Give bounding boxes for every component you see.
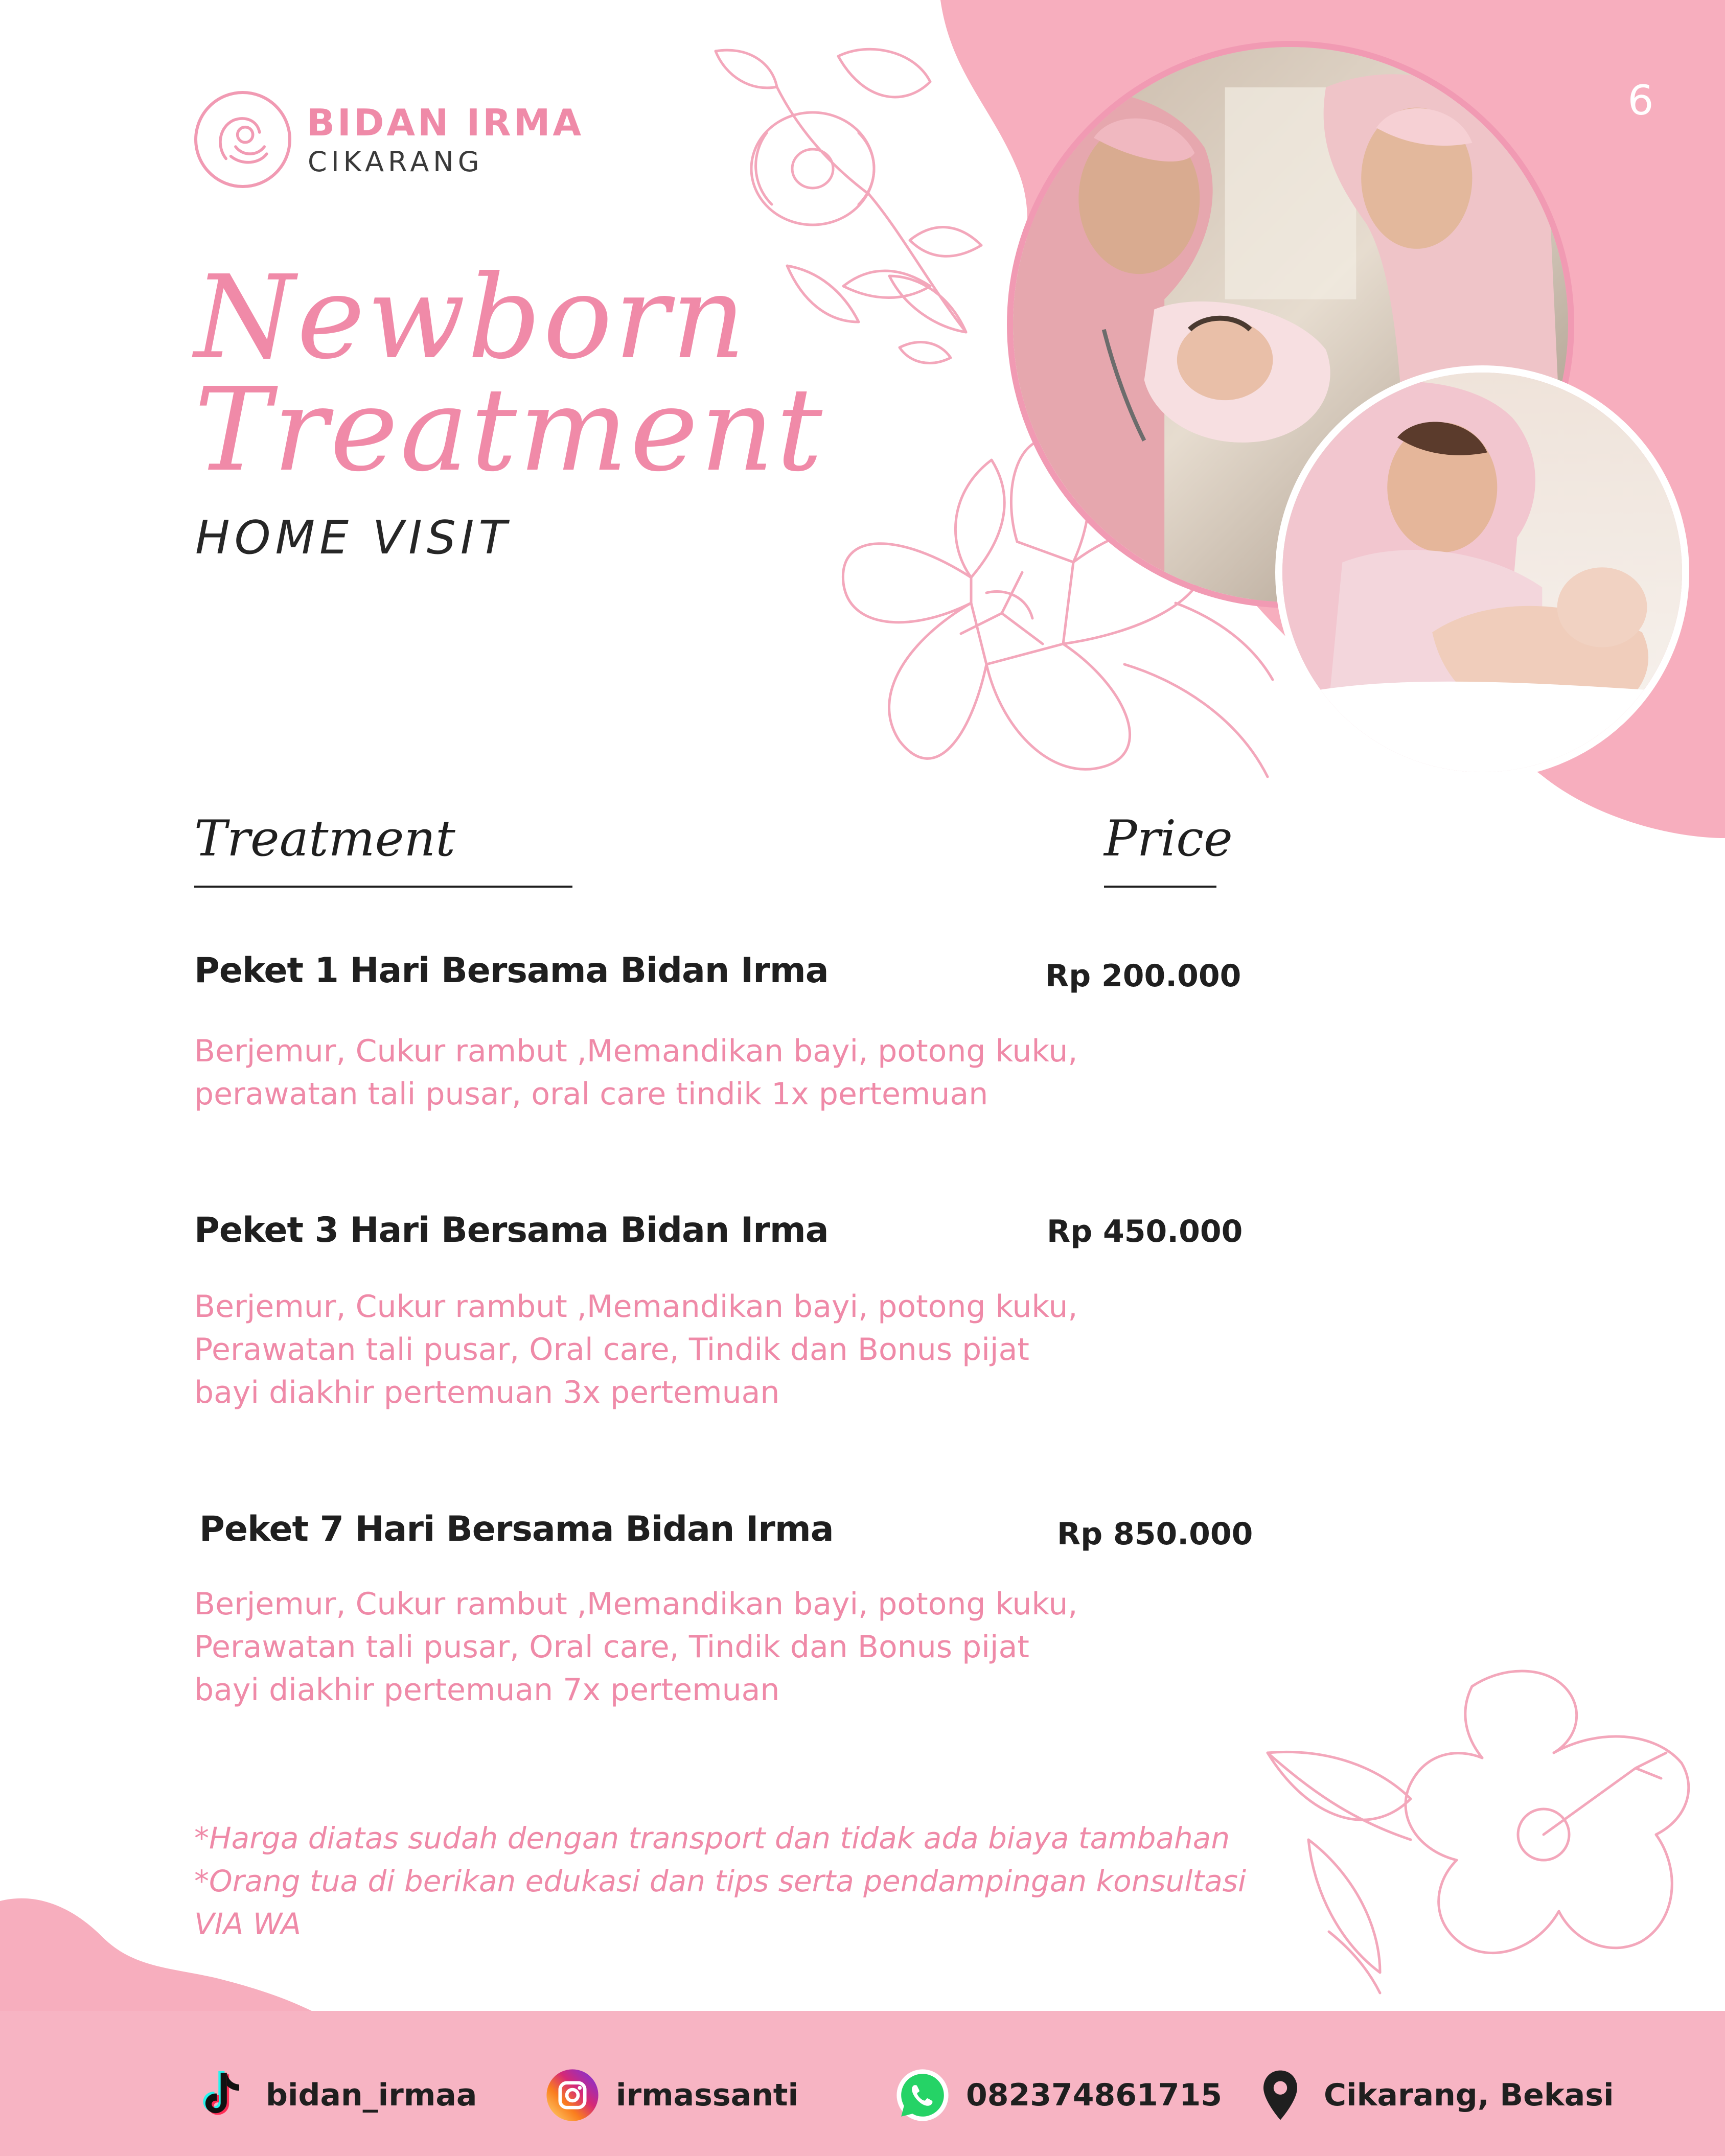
package-price: Rp 450.000 <box>1047 1214 1243 1249</box>
package-description <box>194 1030 1078 1116</box>
package-description-line: perawatan tali pusar, oral care tindik 1x pertemuan <box>194 1076 988 1112</box>
package-description-line: Perawatan tali pusar, Oral care, Tindik dan Bonus pijat <box>194 1629 1029 1665</box>
contact-whatsapp[interactable] <box>894 2065 1222 2126</box>
brand-logo <box>194 91 291 188</box>
package-description-line: Berjemur, Cukur rambut ,Memandikan bayi, potong kuku, <box>194 1289 1078 1325</box>
footnote-line: *Orang tua di berikan edukasi dan tips serta pendampingan konsultasi <box>194 1864 1247 1898</box>
package-price: Rp 200.000 <box>1045 958 1241 994</box>
footnote-line: VIA WA <box>194 1907 302 1941</box>
page-title-line-2: Treatment <box>194 363 825 497</box>
package-description <box>194 1285 1078 1414</box>
footnotes <box>194 1817 1246 1945</box>
package-name: Peket 1 Hari Bersama Bidan Irma <box>194 951 829 991</box>
page-number: 6 <box>1627 77 1654 124</box>
page-title-line-1: Newborn <box>194 251 748 385</box>
package-description-line: Perawatan tali pusar, Oral care, Tindik dan Bonus pijat <box>194 1332 1029 1367</box>
package-description-line: bayi diakhir pertemuan 3x pertemuan <box>194 1375 780 1410</box>
midwife-caring-baby-photo <box>1275 365 1689 779</box>
location-pin-icon <box>1252 2067 1308 2123</box>
contact-location[interactable] <box>1252 2065 1614 2126</box>
contact-label: Cikarang, Bekasi <box>1324 2077 1614 2113</box>
contact-label: 082374861715 <box>966 2077 1222 2113</box>
package-description-line: Berjemur, Cukur rambut ,Memandikan bayi, potong kuku, <box>194 1033 1078 1069</box>
package-name: Peket 7 Hari Bersama Bidan Irma <box>199 1509 834 1549</box>
contact-label: irmassanti <box>616 2077 799 2113</box>
header-underline-price <box>1104 886 1216 888</box>
contact-tiktok[interactable] <box>194 2065 477 2126</box>
package-name: Peket 3 Hari Bersama Bidan Irma <box>194 1210 829 1250</box>
tiktok-icon <box>194 2067 250 2123</box>
package-description <box>194 1583 1078 1711</box>
column-header-price: Price <box>1104 810 1233 867</box>
contact-instagram[interactable] <box>544 2065 798 2126</box>
footnote-line: *Harga diatas sudah dengan transport dan tidak ada biaya tambahan <box>194 1821 1230 1856</box>
whatsapp-icon <box>894 2067 951 2123</box>
instagram-icon <box>544 2067 601 2123</box>
brand-name: BIDAN IRMA <box>307 101 584 144</box>
package-description-line: Berjemur, Cukur rambut ,Memandikan bayi, potong kuku, <box>194 1586 1078 1622</box>
header-underline-treatment <box>194 886 572 888</box>
package-description-line: bayi diakhir pertemuan 7x pertemuan <box>194 1672 780 1708</box>
column-header-treatment: Treatment <box>194 810 455 867</box>
contact-label: bidan_irmaa <box>266 2077 477 2113</box>
brand-location: CIKARANG <box>308 146 484 178</box>
package-price: Rp 850.000 <box>1057 1516 1253 1552</box>
page-subtitle: HOME VISIT <box>195 511 512 565</box>
mother-baby-logo-icon <box>197 94 288 185</box>
